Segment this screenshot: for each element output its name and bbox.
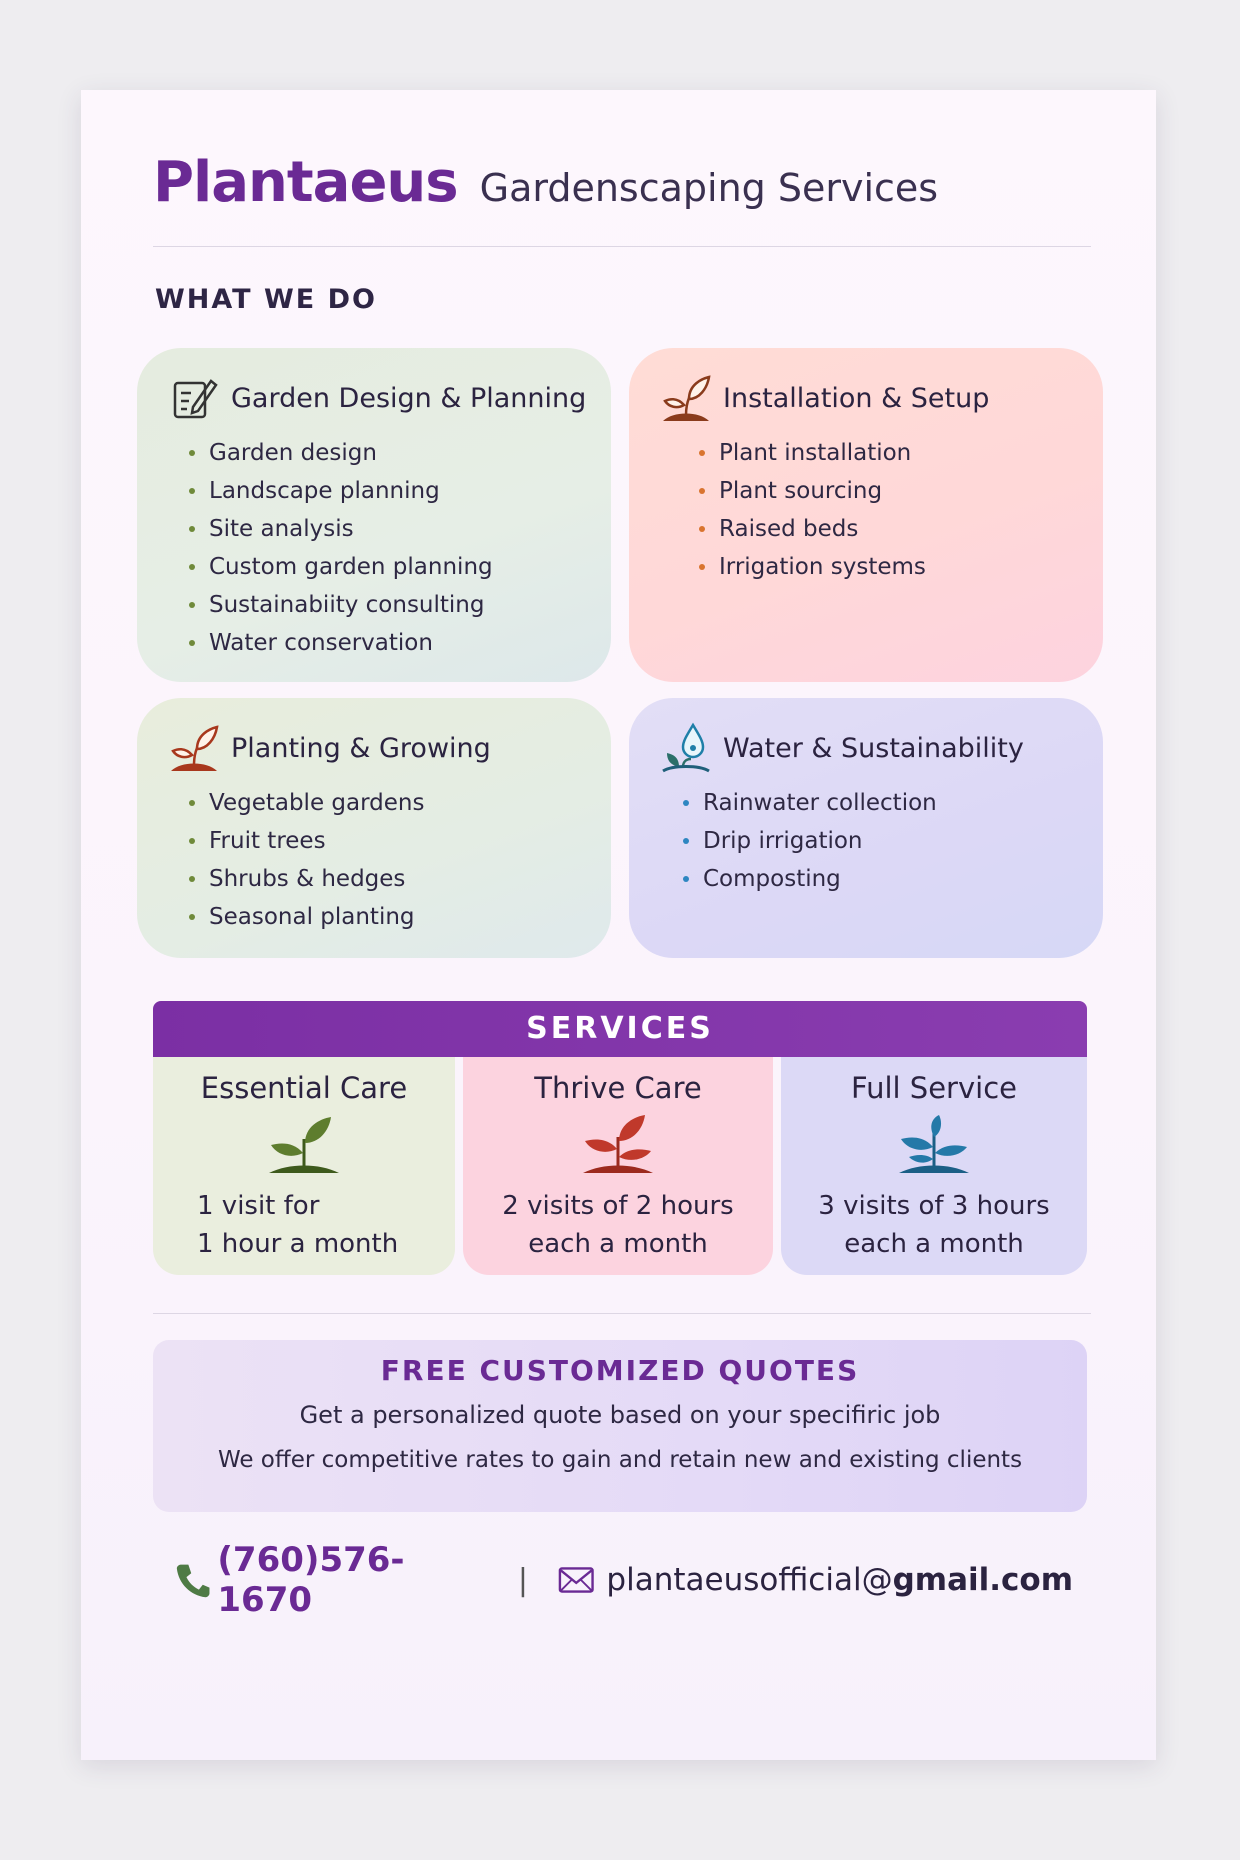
list-item: Vegetable gardens [209, 784, 587, 822]
tier-essential-care [153, 1057, 455, 1275]
list-item: Rainwater collection [703, 784, 1079, 822]
card-list [659, 784, 1079, 898]
card-water [629, 698, 1103, 958]
list-item: Plant sourcing [719, 472, 1079, 510]
separator: | [517, 1562, 528, 1598]
design-notepad-icon [167, 371, 221, 425]
email-user: plantaeusofficial@ [606, 1562, 893, 1598]
sprout-leaf-icon [167, 721, 221, 775]
list-item: Raised beds [719, 510, 1079, 548]
tier-line: each a month [844, 1229, 1024, 1259]
water-drop-plant-icon [659, 721, 713, 775]
services-banner: SERVICES [153, 1001, 1087, 1057]
card-list [167, 434, 587, 662]
email-address[interactable] [606, 1562, 1073, 1598]
divider [153, 246, 1091, 247]
tier-line: 1 visit for [197, 1191, 320, 1221]
tier-name: Thrive Care [534, 1071, 702, 1105]
card-garden-design [137, 348, 611, 682]
list-item: Composting [703, 860, 1079, 898]
list-item: Plant installation [719, 434, 1079, 472]
quote-line: We offer competitive rates to gain and retain new and existing clients [217, 1447, 1023, 1473]
tier-line: 2 visits of 2 hours [502, 1191, 734, 1221]
sprout-leaf-icon [659, 371, 713, 425]
brand-name: Plantaeus [153, 150, 458, 215]
list-item: Seasonal planting [209, 898, 587, 936]
email-domain: gmail.com [892, 1562, 1073, 1598]
tier-description [153, 1187, 455, 1263]
tier-description [781, 1187, 1087, 1263]
list-item: Shrubs & hedges [209, 860, 587, 898]
card-list [659, 434, 1079, 586]
quote-title: FREE CUSTOMIZED QUOTES [380, 1354, 860, 1387]
seedling-icon [889, 1113, 979, 1179]
tier-name: Essential Care [200, 1071, 408, 1105]
phone-number[interactable]: (760)576-1670 [217, 1540, 405, 1620]
list-item: Irrigation systems [719, 548, 1079, 586]
flyer [81, 90, 1156, 1760]
contact-row [173, 1540, 1073, 1620]
tier-line: each a month [528, 1229, 708, 1259]
card-installation [629, 348, 1103, 682]
header [153, 150, 1093, 250]
list-item: Site analysis [209, 510, 587, 548]
tier-line: 3 visits of 3 hours [818, 1191, 1050, 1221]
mail-icon [558, 1565, 594, 1595]
tier-line: 1 hour a month [197, 1229, 399, 1259]
card-title: Installation & Setup [723, 382, 990, 414]
card-title: Water & Sustainability [723, 732, 1024, 764]
seedling-icon [259, 1113, 349, 1179]
seedling-icon [573, 1113, 663, 1179]
card-list [167, 784, 587, 936]
card-title: Planting & Growing [231, 732, 491, 764]
tier-name: Full Service [851, 1071, 1017, 1105]
list-item: Sustainabiity consulting [209, 586, 587, 624]
list-item: Water conservation [209, 624, 587, 662]
divider [153, 1313, 1091, 1314]
phone-icon [173, 1560, 211, 1600]
free-quotes-box [153, 1340, 1087, 1512]
quote-line: Get a personalized quote based on your specifiric job [299, 1401, 941, 1429]
tagline: Gardenscaping Services [479, 166, 939, 210]
list-item: Garden design [209, 434, 587, 472]
card-title: Garden Design & Planning [231, 382, 587, 414]
list-item: Fruit trees [209, 822, 587, 860]
what-we-do-heading: WHAT WE DO [155, 284, 377, 315]
card-planting [137, 698, 611, 958]
list-item: Drip irrigation [703, 822, 1079, 860]
tier-thrive-care [463, 1057, 773, 1275]
list-item: Custom garden planning [209, 548, 587, 586]
tier-full-service [781, 1057, 1087, 1275]
list-item: Landscape planning [209, 472, 587, 510]
tier-description [463, 1187, 773, 1263]
